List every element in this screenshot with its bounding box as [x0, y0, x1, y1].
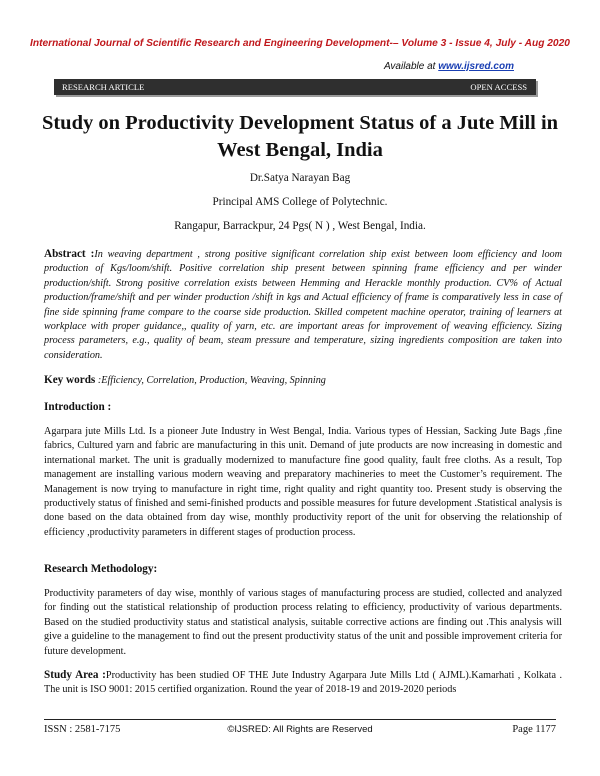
introduction-heading: Introduction : [44, 401, 112, 413]
introduction-text: Agarpara jute Mills Ltd. Is a pioneer Jute Industry in West Bengal, India. Various types of Hessian, Sacking Jute Bags ,fine fabrics, Cultured yarn and fabric are manufacturing in this unit. Demand of jute products are now increasing in domestic and international market. The unit is gradually modernized to manufacture fine good quality, fault free cloths. As a result, Top management are installing various modern weaving and preparatory machineries to meet the Customer’s requirement. The Management is now trying to manufacture in right time, right quality and right quantity too. Present study is observing the productively status of finished and semi-finished products and possible measures for future development .Statistical analysis is done based on the data obtained from day wise, monthly productivity report of the unit for observing the relationship of efficiency ,productivity parameters in different stages of production process. [44, 426, 562, 538]
author-address: Rangapur, Barrackpur, 24 Pgs( N ) , West Bengal, India. [174, 220, 426, 232]
issn-number: ISSN : 2581-7175 [44, 724, 121, 735]
paper-title: Study on Productivity Development Status of a Jute Mill in West Bengal, India [41, 112, 559, 161]
available-prefix: Available at [383, 61, 439, 72]
article-type-bar [54, 79, 536, 95]
author-name: Dr.Satya Narayan Bag [249, 172, 351, 184]
abstract-paragraph [44, 247, 562, 363]
keywords-text: :Efficiency, Correlation, Production, Weaving, Spinning [95, 375, 326, 386]
keywords-line [44, 373, 562, 388]
open-access-label: OPEN ACCESS [470, 82, 527, 92]
journal-header: International Journal of Scientific Research and Engineering Development-– Volume 3 - Issue 4, July - Aug 2020 [30, 38, 570, 49]
methodology-text: Productivity parameters of day wise, monthly of various stages of manufacturing process are studied, collected and analyzed for finding out the statistical relationship of production process relating to efficiency, productivity of various departments. Based on the studied productivity status and statistical analysis, suitable corrective actions are finding out .This analysis will give a guideline to the management to find out the present productivity status of the unit and possible improvement criteria for future development. [44, 588, 562, 657]
study-area-paragraph [44, 668, 562, 698]
journal-website-link[interactable]: www.ijsred.com [438, 61, 514, 72]
copyright-notice: ©IJSRED: All Rights are Reserved [227, 724, 373, 735]
keywords-label: Key words [44, 374, 96, 386]
abstract-text: In weaving department , strong positive significant correlation ship exist between loom efficiency and loom production of Kgs/loom/shift. Positive correlation ship present between spinning frame efficiency and per winder production/shift. Strong positive correlation exists between Hemming and Herackle monthly production. CV% of Actual production/frame/shift and per winder production /shift in kgs and Actual efficiency of frame is comparatively less in case of fine side spinning frame compare to the coarse side production. Skilled competent machine operator, training of learners at workplace with proper guidance,, quality of yarn, etc. are important areas for improvement of weaving efficiency. Sizing process parameters, e.g., quality of beam, steam pressure and temperature, sizing ingredients composition are taken into consideration. [44, 249, 563, 361]
page-footer [44, 719, 556, 742]
availability-line [384, 61, 514, 72]
author-affiliation: Principal AMS College of Polytechnic. [212, 196, 388, 208]
abstract-label: Abstract : [44, 248, 95, 260]
study-area-text: Productivity has been studied OF THE Jute Industry Agarpara Jute Mills Ltd ( AJML).Kamarhati , Kolkata . The unit is ISO 9001: 2015 certified organization. Round the year of 2018-19 and 2019-2020 periods [44, 670, 562, 696]
study-area-label: Study Area : [44, 669, 106, 681]
article-type-label: RESEARCH ARTICLE [62, 82, 145, 92]
page-number: Page 1177 [512, 724, 556, 735]
methodology-heading: Research Methodology: [44, 563, 158, 575]
